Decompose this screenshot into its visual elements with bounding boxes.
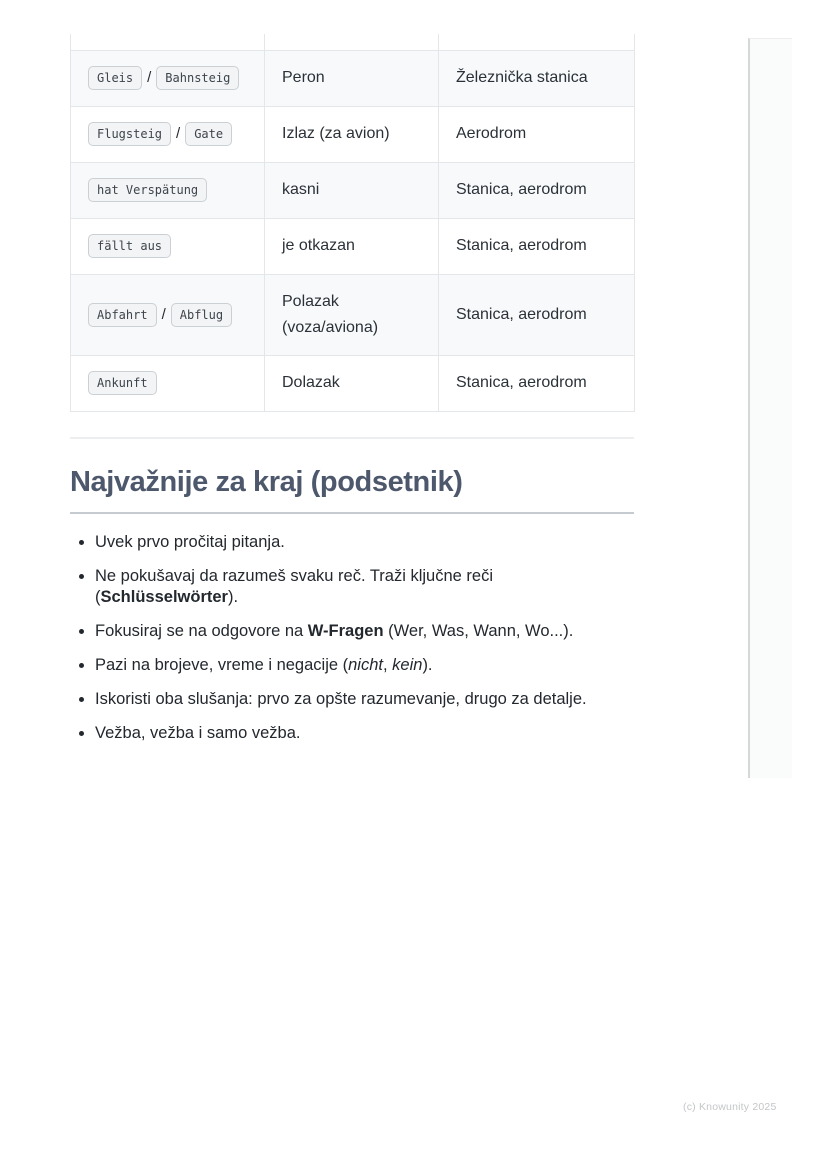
clipped-table-row xyxy=(71,34,635,50)
term-separator: / xyxy=(161,305,166,323)
list-item-text: Ne pokušavaj da razumeš svaku reč. Traži ključne reči ( xyxy=(95,566,493,606)
context-cell: Stanica, aerodrom xyxy=(439,218,635,274)
table-row xyxy=(71,106,635,162)
list-item-text: ). xyxy=(422,655,433,674)
context-cell: Stanica, aerodrom xyxy=(439,274,635,355)
term-cell xyxy=(71,50,265,106)
term-cell xyxy=(71,274,265,355)
list-item-text: W-Fragen xyxy=(307,621,384,640)
bullet-icon xyxy=(79,540,84,545)
list-item xyxy=(70,723,634,744)
list-item xyxy=(70,566,634,608)
code-badge: Gleis xyxy=(88,66,142,90)
context-cell xyxy=(439,34,635,50)
translation-cell: kasni xyxy=(265,162,439,218)
list-item-text: kein xyxy=(392,655,423,674)
list-item-text: Iskoristi oba slušanja: prvo za opšte razumevanje, drugo za detalje. xyxy=(95,689,587,708)
translation-cell: je otkazan xyxy=(265,218,439,274)
list-item-text: , xyxy=(382,655,393,674)
code-badge: Gate xyxy=(185,122,232,146)
section-heading: Najvažnije za kraj (podsetnik) xyxy=(70,466,634,514)
context-cell: Železnička stanica xyxy=(439,50,635,106)
table-row xyxy=(71,274,635,355)
vocab-table xyxy=(70,34,635,412)
table-row xyxy=(71,50,635,106)
term-separator: / xyxy=(147,69,152,86)
list-item xyxy=(70,689,634,710)
code-badge: Ankunft xyxy=(88,371,157,395)
context-cell: Stanica, aerodrom xyxy=(439,355,635,411)
code-badge: Abfahrt xyxy=(88,303,157,327)
term-cell xyxy=(71,34,265,50)
list-item-text: Fokusiraj se na odgovore na xyxy=(95,621,308,640)
copyright-footer: (c) Knowunity 2025 xyxy=(683,1101,777,1113)
context-cell: Aerodrom xyxy=(439,106,635,162)
list-item-text: ). xyxy=(227,587,239,606)
term-cell xyxy=(71,355,265,411)
bullet-icon xyxy=(79,629,84,634)
translation-cell: Izlaz (za avion) xyxy=(265,106,439,162)
list-item-text: Pazi na brojeve, vreme i negacije ( xyxy=(95,655,349,674)
translation-cell: Polazak (voza/aviona) xyxy=(265,274,439,355)
code-badge: Bahnsteig xyxy=(156,66,239,90)
list-item xyxy=(70,532,634,553)
translation-cell xyxy=(265,34,439,50)
bullet-icon xyxy=(79,731,84,736)
list-item-text: Vežba, vežba i samo vežba. xyxy=(95,723,301,742)
next-page-edge xyxy=(748,38,792,778)
code-badge: Flugsteig xyxy=(88,122,171,146)
term-cell xyxy=(71,162,265,218)
bullet-icon xyxy=(79,697,84,702)
table-row xyxy=(71,355,635,411)
term-separator: / xyxy=(176,125,181,142)
table-row xyxy=(71,218,635,274)
translation-cell: Peron xyxy=(265,50,439,106)
code-badge: Abflug xyxy=(171,303,232,327)
bullet-icon xyxy=(79,574,84,579)
bullet-icon xyxy=(79,663,84,668)
term-cell xyxy=(71,218,265,274)
code-badge: hat Verspätung xyxy=(88,178,207,202)
vocab-table-body xyxy=(71,34,635,411)
list-item-text: nicht xyxy=(348,655,383,674)
table-row xyxy=(71,162,635,218)
term-cell xyxy=(71,106,265,162)
translation-cell: Dolazak xyxy=(265,355,439,411)
list-item-text: Uvek prvo pročitaj pitanja. xyxy=(95,532,285,551)
list-item xyxy=(70,621,634,642)
code-badge: fällt aus xyxy=(88,234,171,258)
list-item xyxy=(70,655,634,676)
context-cell: Stanica, aerodrom xyxy=(439,162,635,218)
document-content xyxy=(70,0,634,757)
list-item-text: (Wer, Was, Wann, Wo...). xyxy=(383,621,574,640)
section-divider xyxy=(70,437,634,439)
tips-list xyxy=(70,532,634,744)
list-item-text: Schlüsselwörter xyxy=(100,587,228,606)
